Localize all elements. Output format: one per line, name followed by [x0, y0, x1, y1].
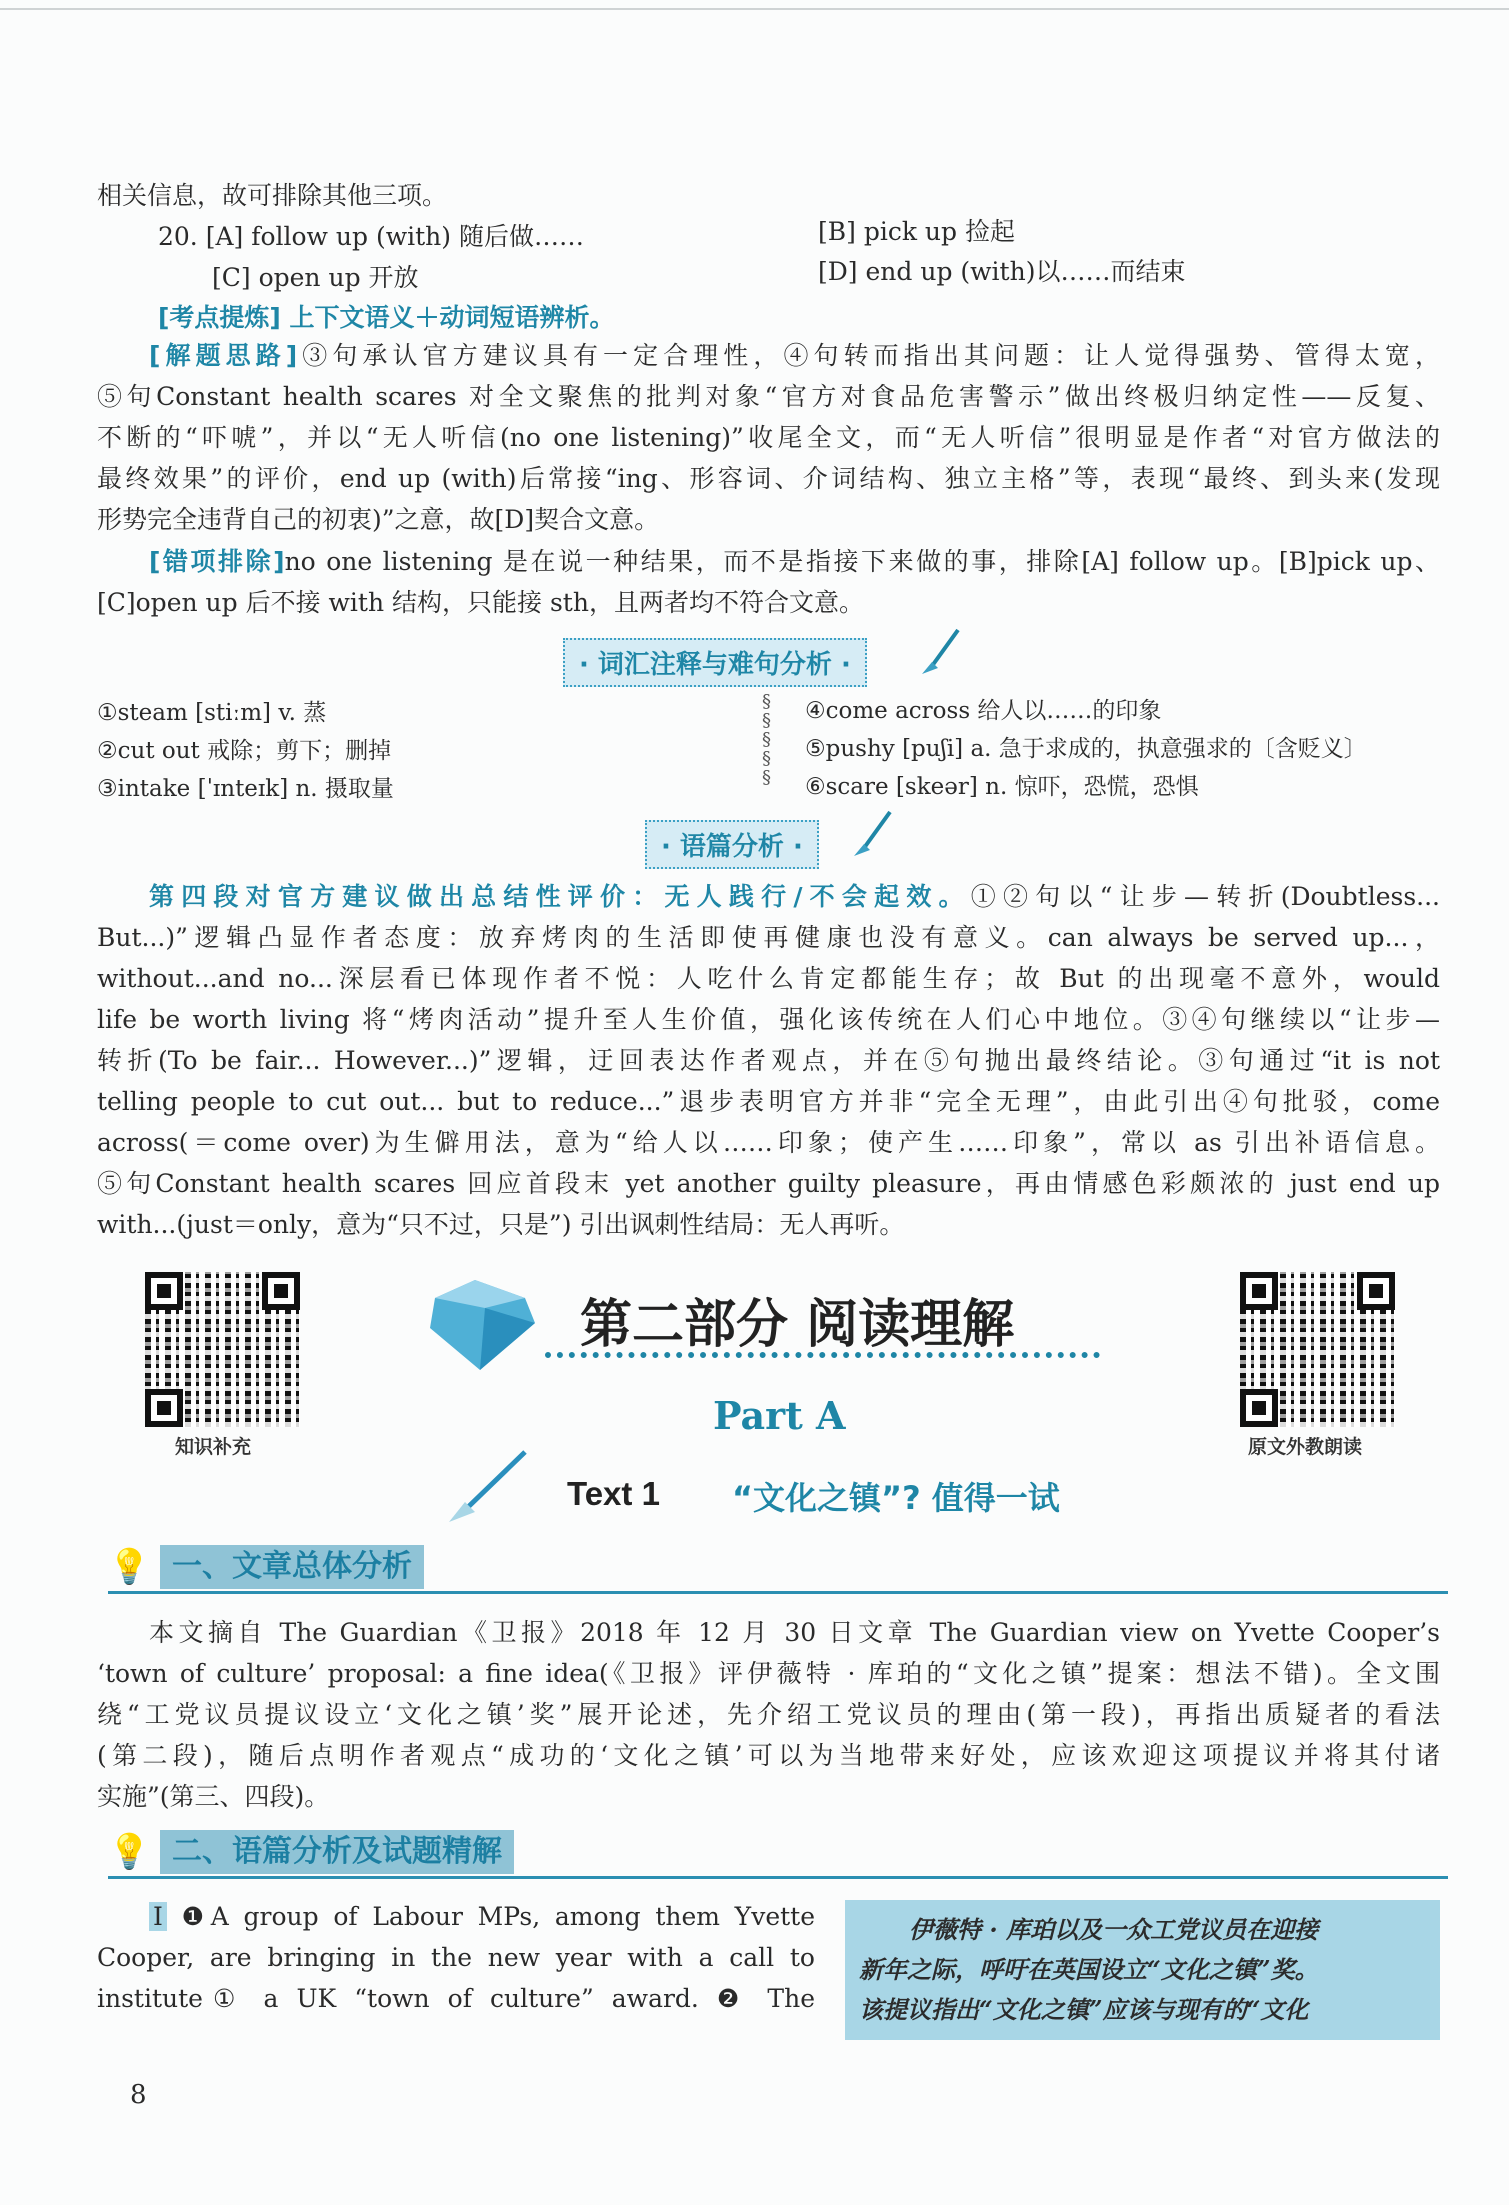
- translation-line: 新年之际，呼吁在英国设立“文化之镇”奖。: [859, 1955, 1319, 1984]
- option-a: 20. [A] follow up (with) 随后做……: [158, 222, 584, 251]
- paragraph-number: I: [149, 1902, 167, 1931]
- text-line: institute① a UK “town of culture” award. ❷ The: [97, 1984, 815, 2013]
- section1-rule: [108, 1591, 1448, 1594]
- cuoxiang-label: [错项排除]: [149, 547, 285, 576]
- text-line: [C]open up 后不接 with 结构，只能接 sth，且两者均不符合文意。: [97, 588, 864, 617]
- analysis-block: [97, 876, 1440, 1245]
- analysis-banner: · 语篇分析 ·: [645, 820, 819, 869]
- translation-line: 伊薇特 · 库珀以及一众工党议员在迎接: [909, 1915, 1319, 1944]
- text-line: But...)”逻辑凸显作者态度：放弃烤肉的生活即使再健康也没有意义。can always be served up...，: [97, 923, 1440, 952]
- diamond-icon: [425, 1278, 540, 1373]
- text-line: no one listening 是在说一种结果，而不是指接下来做的事，排除[A] follow up。[B]pick up、: [284, 547, 1440, 576]
- vocab-item: ②cut out 戒除；剪下；删掉: [97, 738, 392, 764]
- text-line: ❶A group of Labour MPs, among them Yvette: [174, 1902, 815, 1931]
- brush-icon: [850, 810, 894, 860]
- part-title: 第二部分 阅读理解: [580, 1295, 1015, 1355]
- vocab-item: ⑤pushy [puʃi] a. 急于求成的，执意强求的〔含贬义〕: [805, 736, 1367, 762]
- part-label: Part A: [713, 1393, 846, 1438]
- vocab-banner: · 词汇注释与难句分析 ·: [563, 638, 867, 687]
- option-b: [B] pick up 捡起: [818, 217, 1015, 246]
- qr-left-label: 知识补充: [175, 1436, 252, 1458]
- text-line: without...and no...深层看已体现作者不悦：人吃什么肯定都能生存；故 But 的出现毫不意外，would: [97, 964, 1440, 993]
- section2-rule: [108, 1876, 1448, 1879]
- text-line: 转折(To be fair... However...)”逻辑，迂回表达作者观点，并在⑤句抛出最终结论。③句通过“it is not: [97, 1046, 1440, 1075]
- lightbulb-icon: 💡: [108, 1832, 151, 1872]
- option-c: [C] open up 开放: [212, 263, 419, 292]
- section2-heading: 二、语篇分析及试题精解: [160, 1830, 514, 1874]
- kaodian: [考点提炼] 上下文语义＋动词短语辨析。: [158, 303, 615, 332]
- text-line: Cooper, are bringing in the new year with a call to: [97, 1943, 815, 1972]
- qr-code-left[interactable]: [145, 1272, 300, 1427]
- quill-icon: [445, 1450, 535, 1525]
- text-line: 形势完全违背自己的初衷)”之意，故[D]契合文意。: [97, 505, 660, 534]
- text-line: across(＝come over)为生僻用法，意为“给人以……印象；使产生……印象”，常以 as 引出补语信息。: [97, 1128, 1440, 1157]
- jieti-label: [解题思路]: [149, 341, 298, 370]
- text-line: 最终效果”的评价，end up (with)后常接“ing、形容词、介词结构、独立主格”等，表现“最终、到头来(发现: [97, 464, 1440, 493]
- passage-block: [97, 1896, 815, 2019]
- vocab-item: ①steam [stiːm] v. 蒸: [97, 700, 327, 726]
- section1-heading: 一、文章总体分析: [160, 1545, 424, 1589]
- vocab-item: ⑥scare [skeər] n. 惊吓，恐慌，恐惧: [805, 774, 1199, 800]
- text-line: 实施”(第三、四段)。: [97, 1782, 330, 1811]
- translation-line: 该提议指出“文化之镇”应该与现有的“文化: [859, 1995, 1309, 2024]
- cuoxiang-block: [97, 541, 1440, 623]
- top-rule: [0, 8, 1509, 10]
- vocab-item: ④come across 给人以……的印象: [805, 698, 1162, 724]
- page-number: 8: [130, 2080, 147, 2110]
- qr-right-label: 原文外教朗读: [1248, 1436, 1363, 1458]
- vocab-left: [97, 694, 394, 808]
- text-number: Text 1: [567, 1475, 660, 1512]
- text-line: ‘town of culture’ proposal: a fine idea(《卫报》评伊薇特 · 库珀的“文化之镇”提案：想法不错)。全文围: [97, 1659, 1440, 1688]
- text-line: ⑤句Constant health scares 回应首段末 yet another guilty pleasure，再由情感色彩颇浓的 just end up: [97, 1169, 1440, 1198]
- analysis-lead: 第四段对官方建议做出总结性评价：无人践行/不会起效。: [149, 882, 971, 911]
- title-dotted-rule: [545, 1352, 1100, 1358]
- vocab-item: ③intake [ˈɪnteɪk] n. 摄取量: [97, 776, 394, 802]
- text-line: ⑤句Constant health scares 对全文聚焦的批判对象“官方对食品危害警示”做出终极归纳定性——反复、: [97, 382, 1440, 411]
- text-line: ①②句以“让步—转折(Doubtless...: [970, 882, 1440, 911]
- jieti-block: [97, 335, 1440, 540]
- text-line: life be worth living 将“烤肉活动”提升至人生价值，强化该传统在人们心中地位。③④句继续以“让步—: [97, 1005, 1440, 1034]
- qr-code-right[interactable]: [1240, 1272, 1395, 1427]
- wavy-divider: § § § § §: [762, 691, 771, 788]
- text-line: 绕“工党议员提议设立‘文化之镇’奖”展开论述，先介绍工党议员的理由(第一段)，再指出质疑者的看法: [97, 1700, 1440, 1729]
- vocab-right: [805, 692, 1367, 806]
- translation-box: [845, 1900, 1440, 2040]
- option-d: [D] end up (with)以……而结束: [818, 257, 1186, 286]
- brush-icon: [918, 628, 962, 678]
- intro-tail: 相关信息，故可排除其他三项。: [97, 181, 448, 210]
- text-line: 本文摘自 The Guardian《卫报》2018 年 12 月 30 日文章 The Guardian view on Yvette Cooper’s: [149, 1618, 1440, 1647]
- lightbulb-icon: 💡: [108, 1547, 151, 1587]
- text-line: telling people to cut out... but to reduce...”退步表明官方并非“完全无理”，由此引出④句批驳，come: [97, 1087, 1440, 1116]
- section1-block: [97, 1612, 1440, 1817]
- text-title: “文化之镇”? 值得一试: [732, 1479, 1060, 1517]
- text-line: ③句承认官方建议具有一定合理性，④句转而指出其问题：让人觉得强势、管得太宽，: [297, 341, 1440, 370]
- text-line: 不断的“吓唬”，并以“无人听信(no one listening)”收尾全文，而“无人听信”很明显是作者“对官方做法的: [97, 423, 1440, 452]
- text-line: (第二段)，随后点明作者观点“成功的‘文化之镇’可以为当地带来好处，应该欢迎这项提议并将其付诸: [97, 1741, 1440, 1770]
- text-line: with...(just＝only，意为“只不过，只是”) 引出讽刺性结局：无人再听。: [97, 1210, 905, 1239]
